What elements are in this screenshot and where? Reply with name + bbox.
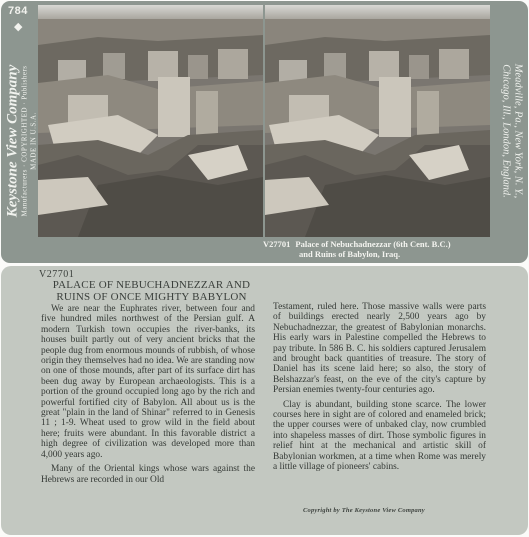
- caption-number: V27701: [263, 239, 291, 249]
- paragraph: Testament, ruled here. Those massive walls were parts of buildings erected nearly 2,500 years ago by Nebuchadnezzar, the greatest of Babylonian monarchs. His early wars in Palestine compelled the Hebrews to pay tribute. In 586 B. C. his soldiers captured Jerusalem and brought back quantities of treasure. The story of Daniel has its scene laid here; so also, the story of Belshazzar's feast, on the eve of the city's capture by Persian enemies twenty-four centuries ago.: [273, 302, 486, 396]
- diamond-ornament-icon: ◆: [14, 21, 23, 33]
- stereo-photo-left: [38, 5, 263, 237]
- cities-line-2: Chicago, Ill., London, England.: [500, 64, 511, 198]
- photo-caption: [263, 239, 503, 259]
- ruins-photo-right: [265, 5, 490, 237]
- back-card-number: V27701: [39, 269, 75, 280]
- copyright-notice: Copyright by The Keystone View Company: [303, 507, 425, 514]
- description-column-left: [41, 304, 255, 485]
- publisher-cities: [496, 21, 526, 241]
- paragraph: Many of the Oriental kings whose wars against the Hebrews are recorded in our Old: [41, 464, 255, 485]
- brand-name: Keystone View Company: [4, 64, 21, 218]
- cities-line-1: Meadville, Pa., New York, N. Y.,: [512, 63, 523, 199]
- made-in-label: MADE IN U.S.A.: [29, 112, 38, 170]
- paragraph: We are near the Euphrates river, between four and five hundred miles northwest of the Persian gulf. A modern Turkish town occupies the river-banks, its houses built partly out of very ancient bricks that the people dug from enormous mounds of rubbish, of whose origin they themselves had no idea. We are standing now on one of those mounds, after part of its surface dirt has been dug away by European archaeologists. This is a portion of the ground occupied long ago by the rich and powerful fortified city of Babylon. All about us is the great "plain in the land of Shinar" referred to in Genesis 11 ; 1-9. Wheat used to grow wild in the field about here; fruits were abundant. In this favorable district a high degree of civilization was developed more than 4,000 years ago.: [41, 304, 255, 460]
- back-title: [39, 280, 264, 303]
- stereoview-card-back: [1, 266, 528, 535]
- stereoview-card-front: [1, 1, 528, 263]
- back-title-line-2: RUINS OF ONCE MIGHTY BABYLON: [56, 290, 247, 303]
- caption-line-2: and Ruins of Babylon, Iraq.: [299, 249, 401, 259]
- description-column-right: [273, 302, 486, 473]
- ruins-photo-left: [38, 5, 263, 237]
- back-title-line-1: PALACE OF NEBUCHADNEZZAR AND: [52, 279, 251, 291]
- card-number: 784: [8, 5, 28, 17]
- paragraph: Clay is abundant, building stone scarce. The lower courses here in sight are of colored and enameled brick; the upper courses were of unbaked clay, now crumbled into shapeless masses of dirt. Those symbolic figures in relief hint at the mechanical and artistic skill of Babylonian workmen, at a time when Rome was merely a little village of pioneers' cabins.: [273, 399, 486, 473]
- publisher-imprint: [5, 41, 37, 241]
- brand-subline: Manufacturers · COPYRIGHTED · Publishers: [20, 65, 29, 217]
- stereo-photo-right: [265, 5, 490, 237]
- caption-line-1: Palace of Nebuchadnezzar (6th Cent. B.C.): [295, 239, 451, 249]
